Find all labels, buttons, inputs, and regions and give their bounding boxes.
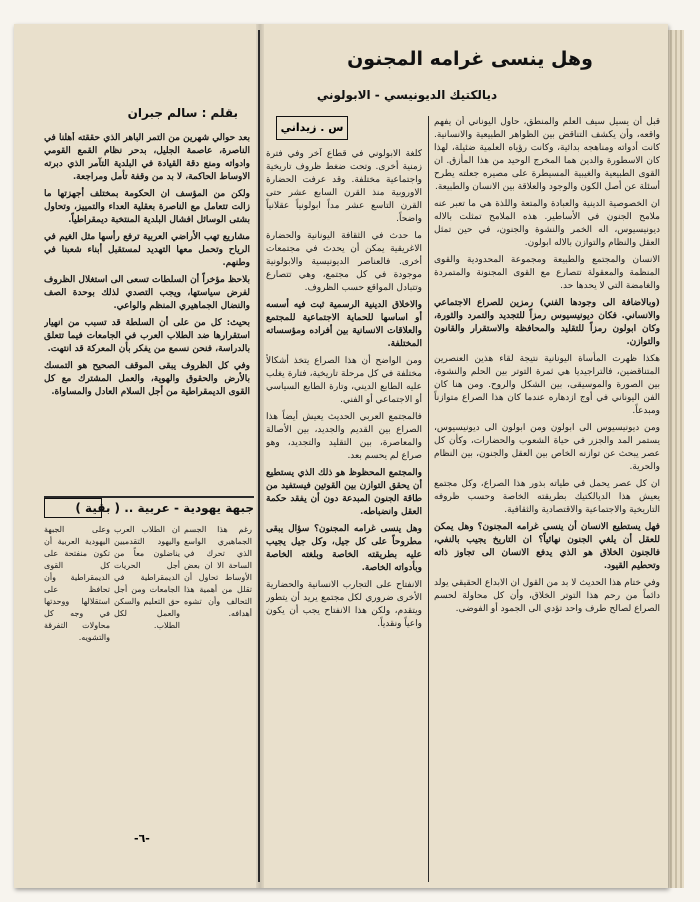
continuation-column-left — [44, 524, 110, 820]
main-article-middle-column — [266, 148, 422, 876]
column-rule — [258, 30, 260, 882]
paragraph: ان الخصوصية الدينية والعبادة والمتعة واللذة هي ما تعبر عنه ملامح الجنون في الأساطير. هذه الملامح تمثلت بالاله ديونيسيوس، اله الخمر والنشوة والجنون، في حين تمثل العقل والنظام والتوازن بالاله ابولون. — [434, 199, 660, 248]
paragraph: وهل ينسى غرامه المجنون؟ سؤال يبقى مطروحاً على كل جيل، وكل جيل يجيب عليه بطريقته الخاصة وبلغته الخاصة وبأدواته الخاصة. — [266, 524, 422, 573]
newspaper-page — [14, 24, 668, 888]
paragraph: بعد حوالي شهرين من التمر الباهر الذي حققته أهلنا في الناصرة، عاصمة الجليل، بدحر نظام القمع القومي وادواته ومنع دقة القيادة في البلدية التآمر الذي دبرته الاوساط الحاكمة، لا بد من وقفة تأمل ومراجعة. — [44, 133, 250, 182]
paragraph: والمجتمع المحظوظ هو ذلك الذي يستطيع أن يحقق التوازن بين القوتين فيستفيد من طاقة الجنون المبدعة دون أن يفقد حكمة العقل وانضباطه. — [266, 468, 422, 517]
column-rule — [428, 116, 429, 882]
paragraph: فهل يستطيع الانسان أن ينسى غرامه المجنون؟ وهل يمكن للعقل أن يلغي الجنون نهائياً؟ ان التاريخ يجيب بالنفي، فالجنون الخلاق هو الذي يدفع الانسان الى تجاوز ذاته وتحطيم القيود. — [434, 522, 660, 571]
paragraph: قبل أن يسيل سيف العلم والمنطق، حاول اليوناني أن يفهم واقعه، وأن يكشف التناقض بين الظواهر الطبيعية والانسانية. كانت أدواته ومناهجه بدائية، وكانت رؤياه العلمية ضئيلة، لهذا كان الاسطورة والدين هما المخرج الوحيد من هذا المأزق. ان القوى الطبيعية والغيبية المسيطرة على مصيره جعلته يطرح أسئلة عن أصل الكون والوجود والعلاقة بين الانسان والطبيعة. — [434, 117, 660, 192]
paragraph: كلغة الابولوني في قطاع آخر وفي فترة زمنية أخرى. وتحت ضغط ظروف تاريخية واجتماعية مختلفة. وقد عرفت الحضارة الاوروبية منذ القرن السابع عشر حتى القرن التاسع عشر مداً ابولونياً عقلانياً واضحاً. — [266, 149, 422, 224]
continuation-title: جبهة يهودية - عربية .. ( بقية ) — [75, 501, 254, 515]
paragraph: الانسان والمجتمع والطبيعة ومجموعة المحدودية والقوى المنظمة والمعقولة تتصارع مع القوى المجنونة والمتمردة والغامضة التي لا يحدها حد. — [434, 255, 660, 291]
paragraph: الانفتاح على التجارب الانسانية والحضارية الأخرى ضروري لكل مجتمع يريد أن يتطور ويتقدم، ولكن هذا الانفتاح يجب أن يكون واعياً ونقدياً. — [266, 580, 422, 629]
main-article-right-column — [434, 116, 660, 876]
paragraph: ما حدث في الثقافة اليونانية والحضارة الاغريقية يمكن أن يحدث في مجتمعات أخرى. فالعناصر الديونيسية والابولونية موجودة في كل مجتمع، وهي تتصارع وتتبادل المواقع حسب الظروف. — [266, 231, 422, 293]
paragraph: رغم هذا الجسم الجماهيري الواسع الذي تحرك في الساحة الا ان بعض الأوساط تحاول أن تقلل من أهمية هذا التحالف وأن تشوه أهدافه. — [184, 525, 252, 618]
paragraph: بلاحظ مؤخراً أن السلطات تسعى الى استغلال الظروف لفرض سياستها، ويجب التصدي لذلك بوحدة الصف والنضال الجماهيري المنظم والواعي. — [44, 275, 250, 311]
left-article-byline: بقلم : سالم جبران — [127, 106, 238, 120]
continuation-column-middle — [114, 524, 180, 820]
article-headline: وهل ينسى غرامه المجنون — [347, 48, 593, 70]
paragraph: ومن الواضح أن هذا الصراع يتخذ أشكالاً مختلفة في كل مرحلة تاريخية، فتارة يغلب عليه الطابع الديني، وتارة الطابع السياسي أو الاجتماعي أو الفني. — [266, 356, 422, 405]
article-subheadline: ديالكتيك الديونيسي - الابولوني — [316, 88, 498, 102]
paragraph: وفي ختام هذا الحديث لا بد من القول ان الابداع الحقيقي يولد دائماً من رحم هذا التوتر الخلاق، وأن كل محاولة لحسم الصراع لصالح طرف واحد تؤدي الى الجمود أو الفوضى. — [434, 578, 660, 614]
paragraph: بحيث: كل من على أن السلطة قد تسبب من انهيار استقرارها ضد الطلاب العرب في الجامعات فيما تتعلق بالدراسة، فنحن نسمع من يفكر بأن المعركة قد انتهت. — [44, 318, 250, 354]
paragraph: (وبالاضافة الى وجودها الفني) رمزين للصراع الاجتماعي والانساني. فكان ديونيسيوس رمزاً للتجديد والتمرد والثورة، وكان ابولون رمزاً للتقليد والمحافظة والاستقرار والقانون والتوازن. — [434, 298, 660, 347]
paragraph: ومن ديونيسيوس الى ابولون ومن ابولون الى ديونيسيوس، يستمر المد والجزر في حياة الشعوب والحضارات، وكأن كل عصر يبحث عن توازنه الخاص بين العقل والجنون، بين النظام والحرية. — [434, 423, 660, 472]
paragraph: والاخلاق الدينية الرسمية ثبت فيه أسسه أو اساسها للحماية الاجتماعية للمجتمع والعلاقات الانسانية بين أفراده ومؤسساته المختلفة. — [266, 300, 422, 349]
paragraph: فالمجتمع العربي الحديث يعيش أيضاً هذا الصراع بين القديم والجديد، بين الأصالة والمعاصرة، بين التقليد والتجديد، وهو صراع لم يحسم بعد. — [266, 412, 422, 461]
paragraph: ان الطلاب العرب واليهود التقدميين يناضلون معاً من أجل الحريات الديمقراطية في الجامعات ومن أجل حق التعليم والسكن والعمل لكل الطلاب. — [114, 525, 180, 630]
page-number: -٦- — [134, 832, 150, 845]
paragraph: وفي كل الظروف يبقى الموقف الصحيح هو التمسك بالأرض والحقوق والهوية، والعمل المشترك مع كل القوى الديمقراطية من أجل السلام العادل والمساواة. — [44, 361, 250, 397]
paragraph: ان كل عصر يحمل في طياته بذور هذا الصراع، وكل مجتمع يعيش هذا الديالكتيك بطريقته الخاصة وحسب ظروفه التاريخية والاجتماعية والاقتصادية والثقافية. — [434, 479, 660, 515]
paragraph: مشاريع تهب الأراضي العربية ترفع رأسها مثل الغيم في الرياح وتحمل معها التهديد لمستقبل أبناء شعبنا في وطنهم. — [44, 232, 250, 268]
paragraph: ولكن من المؤسف ان الحكومة بمختلف أجهزتها ما زالت تتعامل مع الناصرة بعقلية العداء والتمييز، وتحاول بشتى الوسائل افشال البلدية المنتخبة ديمقراطياً. — [44, 189, 250, 225]
paragraph: وعلى الجبهة اليهودية العربية أن تكون منفتحة على كل القوى الديمقراطية وأن تحافظ على استقلالها ووحدتها في وجه كل محاولات التفرقة والتشويه. — [44, 525, 110, 642]
paragraph: هكذا ظهرت المأساة اليونانية نتيجة لقاء هذين العنصرين المتناقضين، فالتراجيديا هي ثمرة التوتر بين الحلم والنشوة، بين الصورة والموسيقى، بين الشكل والروح. ومن هنا كان الفن اليوناني في أوج ازدهاره عندما كان هذا الصراع متوازناً ومبدعاً. — [434, 354, 660, 416]
left-article-column — [44, 132, 250, 492]
article-author: س . زيداني — [276, 116, 348, 140]
continuation-column-right — [184, 524, 252, 820]
